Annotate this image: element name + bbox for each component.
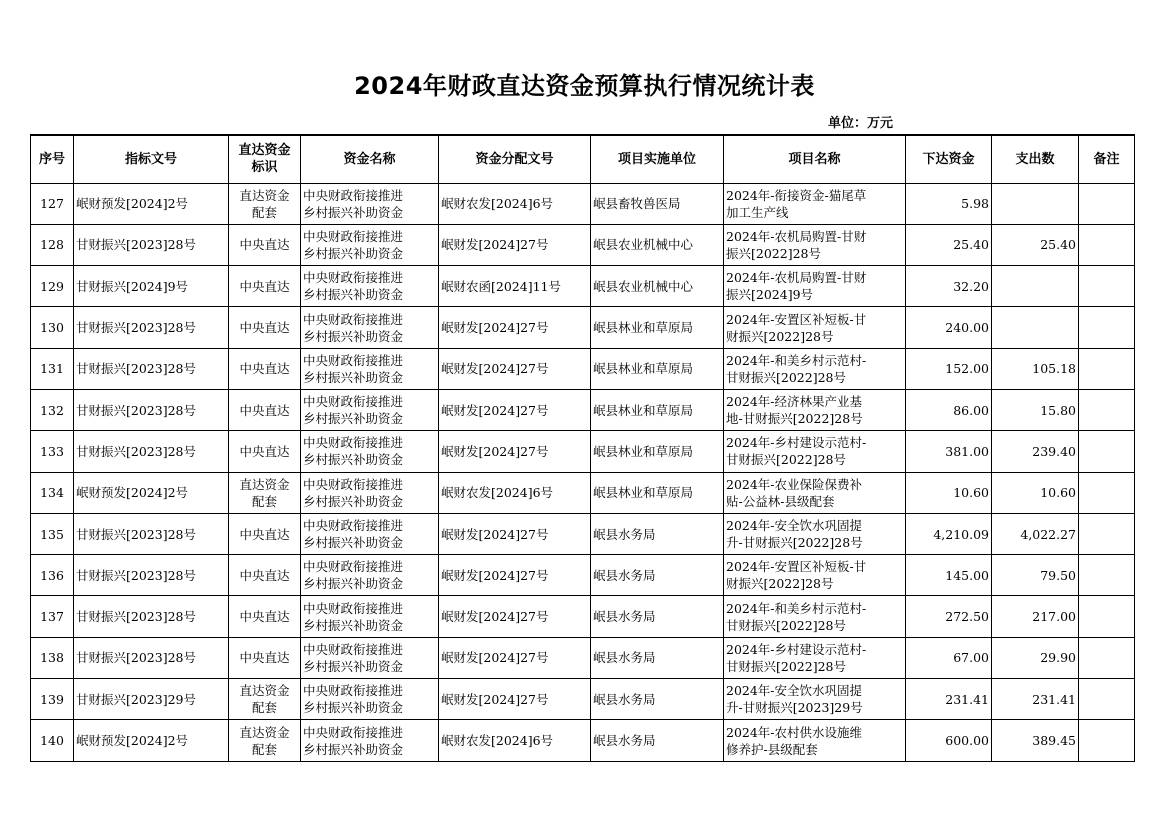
cell-project — [724, 389, 906, 430]
cell-fund-line2: 乡村振兴补助资金 — [303, 328, 404, 344]
cell-project-line1: 2024年-和美乡村示范村- — [726, 352, 867, 368]
cell-flag — [229, 596, 301, 637]
cell-alloc: 岷财发[2024]27号 — [439, 307, 591, 348]
cell-fund-line1: 中央财政衔接推进 — [303, 683, 404, 699]
cell-fund-line2: 乡村振兴补助资金 — [303, 617, 404, 633]
cell-project-line2: 甘财振兴[2022]28号 — [726, 369, 846, 385]
cell-note — [1079, 555, 1135, 596]
cell-org: 岷县水务局 — [591, 637, 724, 678]
cell-issued: 600.00 — [906, 720, 992, 761]
cell-spent: 231.41 — [992, 679, 1079, 720]
header-spent: 支出数 — [992, 135, 1079, 183]
cell-flag — [229, 389, 301, 430]
cell-note — [1079, 637, 1135, 678]
cell-flag-line1: 中央直达 — [239, 609, 290, 625]
cell-note — [1079, 266, 1135, 307]
cell-fund — [301, 307, 439, 348]
cell-alloc: 岷财发[2024]27号 — [439, 431, 591, 472]
cell-alloc: 岷财发[2024]27号 — [439, 555, 591, 596]
cell-project — [724, 266, 906, 307]
cell-flag-line1: 直达资金 — [239, 683, 290, 699]
cell-seq: 130 — [31, 307, 74, 348]
cell-issued: 25.40 — [906, 224, 992, 265]
cell-issued: 4,210.09 — [906, 513, 992, 554]
cell-project-line2: 甘财振兴[2022]28号 — [726, 658, 846, 674]
cell-doc: 甘财振兴[2023]28号 — [74, 513, 229, 554]
cell-spent: 10.60 — [992, 472, 1079, 513]
cell-doc: 岷财预发[2024]2号 — [74, 472, 229, 513]
header-note: 备注 — [1079, 135, 1135, 183]
cell-project — [724, 679, 906, 720]
cell-org: 岷县林业和草原局 — [591, 472, 724, 513]
table-row — [31, 513, 1135, 554]
cell-org: 岷县水务局 — [591, 720, 724, 761]
cell-project-line1: 2024年-农机局购置-甘财 — [726, 270, 867, 286]
table-row — [31, 389, 1135, 430]
cell-issued: 5.98 — [906, 183, 992, 224]
cell-fund-line2: 乡村振兴补助资金 — [303, 700, 404, 716]
cell-fund — [301, 266, 439, 307]
cell-org: 岷县林业和草原局 — [591, 348, 724, 389]
cell-doc: 甘财振兴[2023]28号 — [74, 555, 229, 596]
cell-issued: 86.00 — [906, 389, 992, 430]
cell-seq: 133 — [31, 431, 74, 472]
cell-fund-line1: 中央财政衔接推进 — [303, 352, 404, 368]
cell-seq: 132 — [31, 389, 74, 430]
header-flag-line2: 标识 — [251, 160, 278, 176]
cell-flag-line1: 中央直达 — [239, 320, 290, 336]
cell-issued: 67.00 — [906, 637, 992, 678]
cell-doc: 甘财振兴[2023]28号 — [74, 348, 229, 389]
cell-project — [724, 472, 906, 513]
cell-spent — [992, 183, 1079, 224]
cell-doc: 甘财振兴[2023]28号 — [74, 224, 229, 265]
cell-project-line2: 加工生产线 — [726, 204, 789, 220]
cell-project — [724, 513, 906, 554]
cell-note — [1079, 307, 1135, 348]
cell-flag-line1: 中央直达 — [239, 361, 290, 377]
cell-fund-line2: 乡村振兴补助资金 — [303, 576, 404, 592]
cell-project — [724, 348, 906, 389]
cell-issued: 32.20 — [906, 266, 992, 307]
cell-fund — [301, 596, 439, 637]
cell-alloc: 岷财发[2024]27号 — [439, 389, 591, 430]
cell-fund — [301, 679, 439, 720]
cell-note — [1079, 389, 1135, 430]
cell-org: 岷县农业机械中心 — [591, 266, 724, 307]
cell-doc: 甘财振兴[2023]28号 — [74, 637, 229, 678]
cell-alloc: 岷财发[2024]27号 — [439, 679, 591, 720]
cell-project-line2: 振兴[2024]9号 — [726, 287, 814, 303]
cell-flag-line2: 配套 — [251, 741, 277, 757]
header-doc: 指标文号 — [74, 135, 229, 183]
cell-note — [1079, 720, 1135, 761]
cell-doc: 甘财振兴[2023]28号 — [74, 307, 229, 348]
header-seq: 序号 — [31, 135, 74, 183]
cell-note — [1079, 224, 1135, 265]
cell-project-line1: 2024年-农业保险保费补 — [726, 476, 863, 492]
cell-fund-line2: 乡村振兴补助资金 — [303, 245, 404, 261]
cell-project — [724, 183, 906, 224]
cell-spent: 15.80 — [992, 389, 1079, 430]
cell-fund-line1: 中央财政衔接推进 — [303, 559, 404, 575]
cell-fund — [301, 513, 439, 554]
cell-alloc: 岷财农发[2024]6号 — [439, 183, 591, 224]
cell-fund — [301, 389, 439, 430]
cell-note — [1079, 183, 1135, 224]
cell-project-line2: 贴-公益林-县级配套 — [726, 493, 835, 509]
header-org: 项目实施单位 — [591, 135, 724, 183]
cell-fund — [301, 720, 439, 761]
cell-fund-line2: 乡村振兴补助资金 — [303, 658, 404, 674]
cell-seq: 139 — [31, 679, 74, 720]
table-row — [31, 596, 1135, 637]
cell-spent: 389.45 — [992, 720, 1079, 761]
cell-flag-line1: 中央直达 — [239, 526, 290, 542]
header-issued: 下达资金 — [906, 135, 992, 183]
table-row — [31, 224, 1135, 265]
cell-alloc: 岷财发[2024]27号 — [439, 596, 591, 637]
cell-spent: 217.00 — [992, 596, 1079, 637]
cell-fund-line1: 中央财政衔接推进 — [303, 270, 404, 286]
cell-flag-line1: 中央直达 — [239, 567, 290, 583]
cell-project — [724, 637, 906, 678]
cell-flag — [229, 637, 301, 678]
cell-org: 岷县农业机械中心 — [591, 224, 724, 265]
cell-org: 岷县水务局 — [591, 596, 724, 637]
cell-project — [724, 720, 906, 761]
cell-seq: 129 — [31, 266, 74, 307]
cell-org: 岷县林业和草原局 — [591, 389, 724, 430]
cell-flag — [229, 348, 301, 389]
cell-project-line1: 2024年-农机局购置-甘财 — [726, 228, 867, 244]
cell-alloc: 岷财发[2024]27号 — [439, 637, 591, 678]
cell-flag — [229, 307, 301, 348]
cell-project-line1: 2024年-衔接资金-猫尾草 — [726, 187, 867, 203]
cell-fund — [301, 348, 439, 389]
cell-project-line1: 2024年-安置区补短板-甘 — [726, 311, 867, 327]
cell-flag — [229, 720, 301, 761]
cell-fund-line2: 乡村振兴补助资金 — [303, 411, 404, 427]
cell-project-line1: 2024年-经济林果产业基 — [726, 394, 863, 410]
cell-alloc: 岷财发[2024]27号 — [439, 224, 591, 265]
cell-fund-line2: 乡村振兴补助资金 — [303, 535, 404, 551]
cell-issued: 10.60 — [906, 472, 992, 513]
cell-fund-line1: 中央财政衔接推进 — [303, 394, 404, 410]
cell-project — [724, 307, 906, 348]
table-body — [31, 183, 1135, 761]
cell-flag-line2: 配套 — [251, 204, 277, 220]
cell-org: 岷县畜牧兽医局 — [591, 183, 724, 224]
cell-fund — [301, 555, 439, 596]
cell-note — [1079, 513, 1135, 554]
budget-table — [30, 134, 1135, 762]
cell-fund-line2: 乡村振兴补助资金 — [303, 741, 404, 757]
cell-project — [724, 555, 906, 596]
cell-seq: 137 — [31, 596, 74, 637]
cell-fund-line2: 乡村振兴补助资金 — [303, 493, 404, 509]
cell-doc: 甘财振兴[2023]28号 — [74, 431, 229, 472]
cell-spent: 25.40 — [992, 224, 1079, 265]
cell-flag-line1: 中央直达 — [239, 278, 290, 294]
cell-doc: 甘财振兴[2023]28号 — [74, 596, 229, 637]
table-header — [31, 135, 1135, 183]
cell-project-line2: 升-甘财振兴[2023]29号 — [726, 700, 863, 716]
cell-doc: 甘财振兴[2023]29号 — [74, 679, 229, 720]
cell-project-line2: 修养护-县级配套 — [726, 741, 818, 757]
cell-spent: 29.90 — [992, 637, 1079, 678]
cell-spent — [992, 307, 1079, 348]
cell-flag-line2: 配套 — [251, 493, 277, 509]
cell-issued: 272.50 — [906, 596, 992, 637]
cell-flag-line1: 直达资金 — [239, 724, 290, 740]
cell-spent: 79.50 — [992, 555, 1079, 596]
cell-spent: 239.40 — [992, 431, 1079, 472]
table-row — [31, 266, 1135, 307]
page-title: 2024年财政直达资金预算执行情况统计表 — [354, 72, 815, 100]
cell-fund-line1: 中央财政衔接推进 — [303, 476, 404, 492]
cell-org: 岷县水务局 — [591, 555, 724, 596]
cell-seq: 128 — [31, 224, 74, 265]
cell-project-line2: 振兴[2022]28号 — [726, 245, 821, 261]
cell-alloc: 岷财发[2024]27号 — [439, 348, 591, 389]
cell-fund-line2: 乡村振兴补助资金 — [303, 452, 404, 468]
cell-alloc: 岷财农发[2024]6号 — [439, 472, 591, 513]
cell-spent: 105.18 — [992, 348, 1079, 389]
cell-note — [1079, 348, 1135, 389]
table-row — [31, 637, 1135, 678]
cell-project-line2: 地-甘财振兴[2022]28号 — [726, 411, 863, 427]
cell-flag — [229, 266, 301, 307]
cell-fund — [301, 224, 439, 265]
cell-seq: 138 — [31, 637, 74, 678]
cell-note — [1079, 472, 1135, 513]
cell-flag-line2: 配套 — [251, 700, 277, 716]
cell-project-line1: 2024年-农村供水设施维 — [726, 724, 863, 740]
cell-fund-line1: 中央财政衔接推进 — [303, 228, 404, 244]
cell-fund-line1: 中央财政衔接推进 — [303, 724, 404, 740]
cell-project-line2: 财振兴[2022]28号 — [726, 576, 834, 592]
cell-flag-line1: 中央直达 — [239, 402, 290, 418]
cell-fund — [301, 472, 439, 513]
cell-org: 岷县水务局 — [591, 679, 724, 720]
cell-project-line1: 2024年-安全饮水巩固提 — [726, 683, 863, 699]
cell-flag-line1: 直达资金 — [239, 187, 290, 203]
table-row — [31, 183, 1135, 224]
cell-alloc: 岷财发[2024]27号 — [439, 513, 591, 554]
cell-fund-line2: 乡村振兴补助资金 — [303, 287, 404, 303]
cell-org: 岷县水务局 — [591, 513, 724, 554]
cell-seq: 135 — [31, 513, 74, 554]
cell-flag-line1: 中央直达 — [239, 650, 290, 666]
cell-project-line1: 2024年-乡村建设示范村- — [726, 435, 867, 451]
cell-note — [1079, 431, 1135, 472]
cell-fund-line1: 中央财政衔接推进 — [303, 518, 404, 534]
table-row — [31, 307, 1135, 348]
table-row — [31, 472, 1135, 513]
header-fund: 资金名称 — [301, 135, 439, 183]
header-alloc: 资金分配文号 — [439, 135, 591, 183]
cell-issued: 240.00 — [906, 307, 992, 348]
cell-flag — [229, 431, 301, 472]
cell-project-line2: 升-甘财振兴[2022]28号 — [726, 535, 863, 551]
cell-flag — [229, 183, 301, 224]
cell-fund-line1: 中央财政衔接推进 — [303, 187, 404, 203]
cell-fund — [301, 637, 439, 678]
cell-spent: 4,022.27 — [992, 513, 1079, 554]
cell-seq: 136 — [31, 555, 74, 596]
cell-issued: 145.00 — [906, 555, 992, 596]
cell-alloc: 岷财农发[2024]6号 — [439, 720, 591, 761]
cell-seq: 134 — [31, 472, 74, 513]
cell-fund-line2: 乡村振兴补助资金 — [303, 369, 404, 385]
cell-note — [1079, 596, 1135, 637]
cell-fund-line1: 中央财政衔接推进 — [303, 435, 404, 451]
cell-project-line1: 2024年-乡村建设示范村- — [726, 641, 867, 657]
cell-org: 岷县林业和草原局 — [591, 307, 724, 348]
cell-project — [724, 596, 906, 637]
cell-project-line2: 甘财振兴[2022]28号 — [726, 617, 846, 633]
cell-seq: 131 — [31, 348, 74, 389]
cell-fund-line1: 中央财政衔接推进 — [303, 641, 404, 657]
cell-seq: 127 — [31, 183, 74, 224]
cell-flag — [229, 472, 301, 513]
cell-spent — [992, 266, 1079, 307]
cell-flag-line1: 中央直达 — [239, 237, 290, 253]
unit-label: 单位：万元 — [827, 116, 893, 131]
header-project: 项目名称 — [724, 135, 906, 183]
cell-org: 岷县林业和草原局 — [591, 431, 724, 472]
cell-project — [724, 224, 906, 265]
header-flag — [229, 135, 301, 183]
table-row — [31, 555, 1135, 596]
table-row — [31, 431, 1135, 472]
cell-issued: 152.00 — [906, 348, 992, 389]
cell-flag-line1: 直达资金 — [239, 476, 290, 492]
cell-note — [1079, 679, 1135, 720]
table-row — [31, 348, 1135, 389]
cell-seq: 140 — [31, 720, 74, 761]
cell-project-line1: 2024年-安全饮水巩固提 — [726, 518, 863, 534]
cell-flag — [229, 513, 301, 554]
cell-project-line1: 2024年-安置区补短板-甘 — [726, 559, 867, 575]
cell-flag — [229, 555, 301, 596]
cell-issued: 231.41 — [906, 679, 992, 720]
cell-issued: 381.00 — [906, 431, 992, 472]
cell-flag-line1: 中央直达 — [239, 443, 290, 459]
cell-fund-line1: 中央财政衔接推进 — [303, 600, 404, 616]
cell-project — [724, 431, 906, 472]
cell-fund — [301, 183, 439, 224]
table-row — [31, 720, 1135, 761]
cell-fund-line2: 乡村振兴补助资金 — [303, 204, 404, 220]
cell-project-line2: 财振兴[2022]28号 — [726, 328, 834, 344]
cell-project-line1: 2024年-和美乡村示范村- — [726, 600, 867, 616]
cell-doc: 岷财预发[2024]2号 — [74, 183, 229, 224]
cell-doc: 甘财振兴[2023]28号 — [74, 389, 229, 430]
cell-flag — [229, 679, 301, 720]
cell-doc: 岷财预发[2024]2号 — [74, 720, 229, 761]
cell-fund-line1: 中央财政衔接推进 — [303, 311, 404, 327]
cell-doc: 甘财振兴[2024]9号 — [74, 266, 229, 307]
cell-alloc: 岷财农函[2024]11号 — [439, 266, 591, 307]
cell-fund — [301, 431, 439, 472]
cell-flag — [229, 224, 301, 265]
cell-project-line2: 甘财振兴[2022]28号 — [726, 452, 846, 468]
table-row — [31, 679, 1135, 720]
header-flag-line1: 直达资金 — [238, 143, 291, 159]
